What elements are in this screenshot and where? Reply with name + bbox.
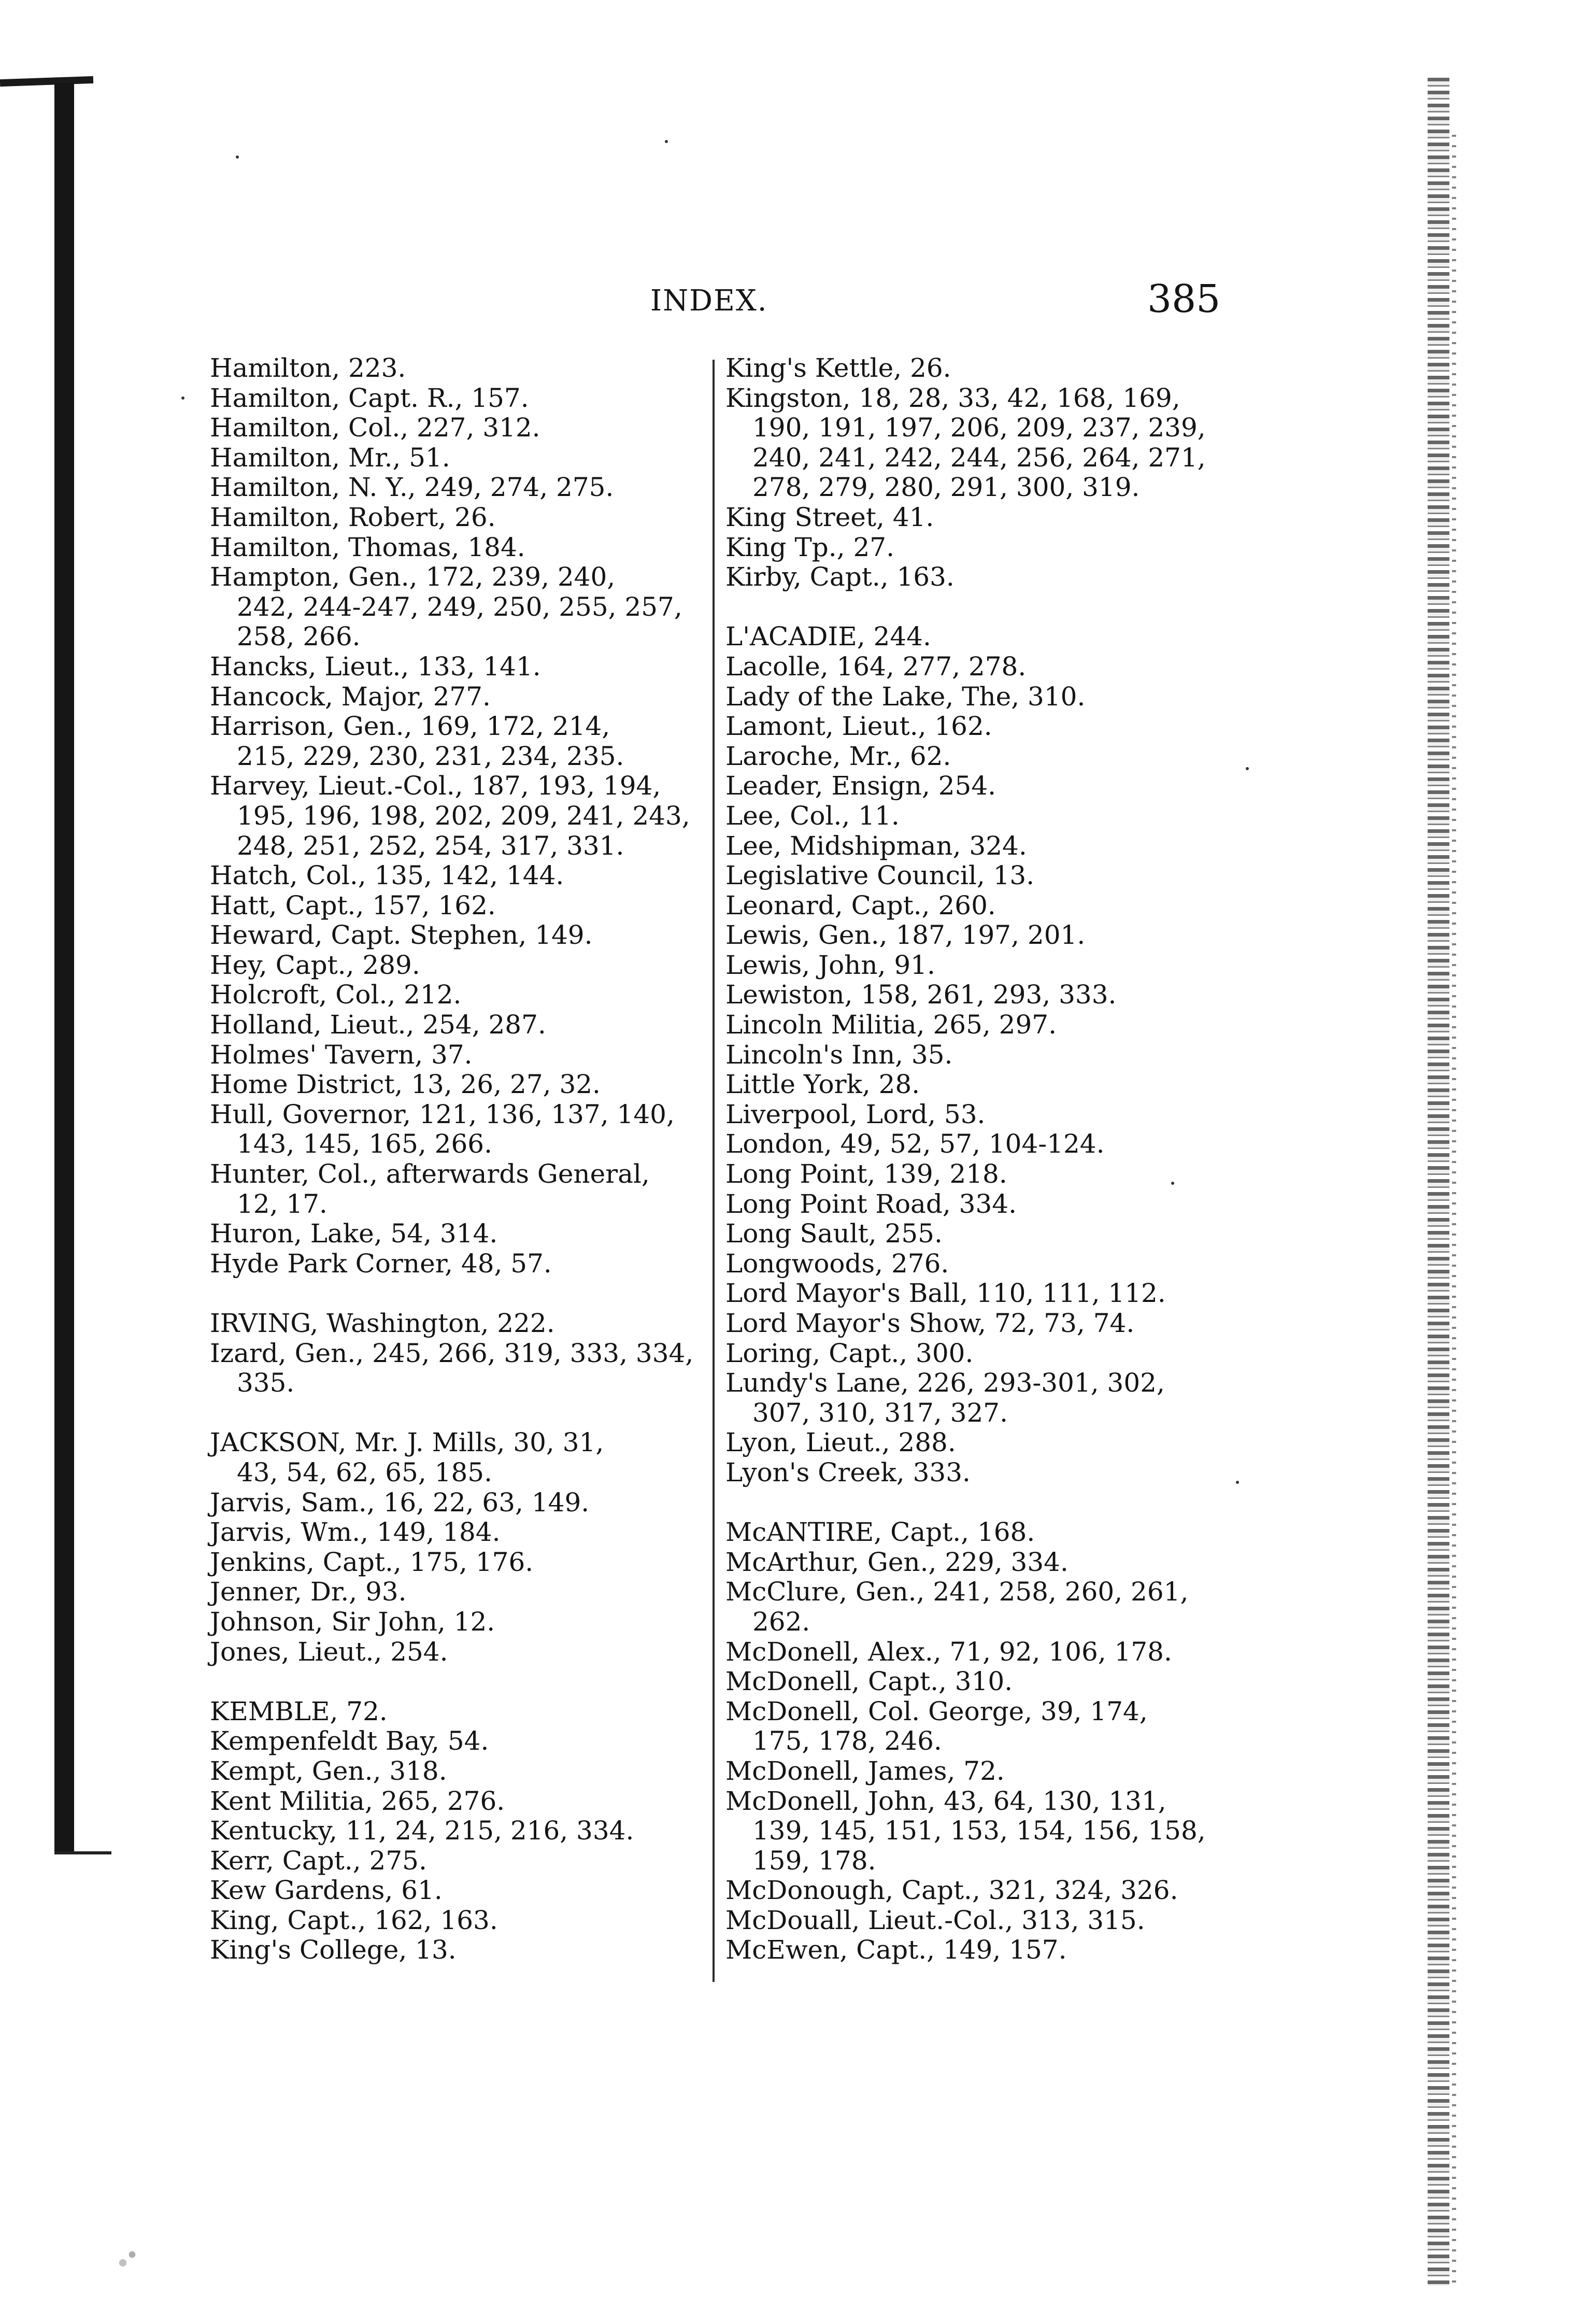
right-index-entry: Liverpool, Lord, 53.: [725, 1099, 986, 1129]
left-index-entry: 215, 229, 230, 231, 234, 235.: [237, 741, 624, 771]
right-index-entry: Loring, Capt., 300.: [725, 1338, 974, 1368]
right-index-entry: McDonell, Alex., 71, 92, 106, 178.: [725, 1636, 1172, 1667]
left-index-entry: 335.: [237, 1368, 295, 1398]
left-index-entry: Holmes' Tavern, 37.: [210, 1039, 473, 1070]
left-index-entry: 12, 17.: [237, 1188, 327, 1219]
scan-edge-mark: [54, 1851, 111, 1854]
right-index-entry: Lord Mayor's Ball, 110, 111, 112.: [725, 1278, 1166, 1309]
page-edge-texture: [1452, 135, 1456, 2286]
scan-speck: [1171, 1182, 1174, 1185]
left-index-entry: Hunter, Col., afterwards General,: [210, 1159, 650, 1189]
right-index-entry: Lee, Col., 11.: [725, 800, 900, 831]
right-index-entry: McEwen, Capt., 149, 157.: [725, 1935, 1067, 1965]
left-index-entry: 195, 196, 198, 202, 209, 241, 243,: [237, 800, 690, 831]
right-index-entry: King's Kettle, 26.: [725, 353, 951, 383]
right-index-entry: Little York, 28.: [725, 1069, 920, 1100]
right-index-entry: McDonough, Capt., 321, 324, 326.: [725, 1875, 1178, 1906]
left-index-entry: Hamilton, Robert, 26.: [210, 502, 496, 532]
right-index-entry: King Street, 41.: [725, 502, 934, 532]
left-index-spacer: [210, 1398, 738, 1428]
right-index-entry: Lincoln's Inn, 35.: [725, 1039, 953, 1070]
right-index-entry: Lyon, Lieut., 288.: [725, 1427, 956, 1458]
left-index-entry: Jenner, Dr., 93.: [210, 1577, 407, 1607]
right-index-entry: McClure, Gen., 241, 258, 260, 261,: [725, 1577, 1189, 1607]
index-column-left: [210, 353, 738, 1965]
left-index-spacer: [210, 1667, 738, 1697]
left-index-entry: 242, 244-247, 249, 250, 255, 257,: [237, 591, 682, 622]
left-index-entry: Hampton, Gen., 172, 239, 240,: [210, 562, 616, 592]
left-index-entry: Hancks, Lieut., 133, 141.: [210, 651, 541, 682]
scan-edge-mark: [0, 76, 93, 87]
right-index-entry: Lacolle, 164, 277, 278.: [725, 651, 1027, 682]
left-index-entry: Hatt, Capt., 157, 162.: [210, 890, 496, 920]
left-index-entry: 248, 251, 252, 254, 317, 331.: [237, 830, 624, 861]
binding-shadow: [54, 83, 74, 1853]
left-index-entry: Kempenfeldt Bay, 54.: [210, 1726, 489, 1756]
right-index-entry: Lincoln Militia, 265, 297.: [725, 1010, 1057, 1040]
right-index-entry: Lundy's Lane, 226, 293-301, 302,: [725, 1368, 1165, 1398]
left-index-entry: Kew Gardens, 61.: [210, 1875, 443, 1906]
left-index-entry: Jenkins, Capt., 175, 176.: [210, 1547, 534, 1577]
right-index-entry: Kingston, 18, 28, 33, 42, 168, 169,: [725, 382, 1180, 413]
left-index-entry: Home District, 13, 26, 27, 32.: [210, 1069, 601, 1100]
page-edge-texture: [1428, 78, 1449, 2286]
scan-speck: [181, 396, 184, 400]
right-index-entry: Leader, Ensign, 254.: [725, 771, 996, 801]
right-index-entry: Laroche, Mr., 62.: [725, 741, 951, 771]
left-index-entry: Harvey, Lieut.-Col., 187, 193, 194,: [210, 771, 661, 801]
left-index-entry: Holland, Lieut., 254, 287.: [210, 1010, 546, 1040]
left-index-entry: Hatch, Col., 135, 142, 144.: [210, 860, 564, 891]
left-index-entry: 43, 54, 62, 65, 185.: [237, 1457, 492, 1487]
left-index-entry: Hamilton, 223.: [210, 353, 406, 383]
right-index-entry: Lyon's Creek, 333.: [725, 1457, 971, 1487]
right-index-entry: King Tp., 27.: [725, 532, 895, 562]
left-index-entry: Jones, Lieut., 254.: [210, 1636, 448, 1667]
left-index-entry: Hamilton, Col., 227, 312.: [210, 413, 540, 443]
right-index-entry: McDonell, Capt., 310.: [725, 1666, 1013, 1697]
right-index-entry: Leonard, Capt., 260.: [725, 890, 996, 920]
left-index-entry: 143, 145, 165, 266.: [237, 1129, 492, 1159]
right-index-entry: 190, 191, 197, 206, 209, 237, 239,: [752, 413, 1206, 443]
right-index-entry: Lee, Midshipman, 324.: [725, 830, 1027, 861]
right-index-spacer: [725, 1488, 1254, 1518]
right-index-entry: 159, 178.: [752, 1845, 876, 1876]
left-index-entry: JACKSON, Mr. J. Mills, 30, 31,: [210, 1427, 604, 1458]
left-index-entry: Jarvis, Sam., 16, 22, 63, 149.: [210, 1487, 590, 1518]
right-index-entry: 139, 145, 151, 153, 154, 156, 158,: [752, 1816, 1206, 1846]
left-index-entry: Hyde Park Corner, 48, 57.: [210, 1248, 552, 1279]
left-index-entry: IRVING, Washington, 222.: [210, 1308, 555, 1338]
right-index-entry: McDonell, James, 72.: [725, 1755, 1005, 1786]
right-index-entry: Legislative Council, 13.: [725, 860, 1035, 891]
right-index-entry: 175, 178, 246.: [752, 1726, 942, 1756]
left-index-entry: Hamilton, Mr., 51.: [210, 442, 450, 473]
left-index-entry: Hull, Governor, 121, 136, 137, 140,: [210, 1099, 675, 1129]
right-index-entry: Lord Mayor's Show, 72, 73, 74.: [725, 1308, 1135, 1338]
left-index-entry: Hancock, Major, 277.: [210, 681, 491, 712]
right-index-entry: McArthur, Gen., 229, 334.: [725, 1547, 1069, 1577]
left-index-entry: Heward, Capt. Stephen, 149.: [210, 920, 593, 951]
left-index-entry: Johnson, Sir John, 12.: [210, 1606, 495, 1637]
right-index-entry: 278, 279, 280, 291, 300, 319.: [752, 472, 1140, 503]
left-index-entry: Hamilton, Capt. R., 157.: [210, 382, 529, 413]
right-index-entry: Lamont, Lieut., 162.: [725, 711, 992, 742]
right-index-entry: Lewiston, 158, 261, 293, 333.: [725, 980, 1117, 1010]
right-index-entry: Long Sault, 255.: [725, 1218, 943, 1249]
right-index-entry: McANTIRE, Capt., 168.: [725, 1517, 1035, 1548]
left-index-entry: Jarvis, Wm., 149, 184.: [210, 1517, 501, 1548]
right-index-entry: Lewis, John, 91.: [725, 950, 935, 980]
scan-speck: [236, 155, 239, 159]
left-index-entry: Kent Militia, 265, 276.: [210, 1785, 505, 1816]
left-index-entry: Kentucky, 11, 24, 215, 216, 334.: [210, 1816, 634, 1846]
left-index-entry: Hamilton, N. Y., 249, 274, 275.: [210, 472, 614, 503]
scan-speck: [1236, 1481, 1239, 1484]
scan-speck: [1246, 767, 1249, 770]
left-index-entry: Holcroft, Col., 212.: [210, 980, 462, 1010]
left-index-entry: KEMBLE, 72.: [210, 1696, 388, 1726]
right-index-entry: 262.: [752, 1606, 810, 1637]
right-index-entry: L'ACADIE, 244.: [725, 621, 931, 652]
left-index-entry: Harrison, Gen., 169, 172, 214,: [210, 711, 610, 742]
right-index-spacer: [725, 592, 1254, 622]
right-index-entry: 240, 241, 242, 244, 256, 264, 271,: [752, 442, 1206, 473]
right-index-entry: 307, 310, 317, 327.: [752, 1397, 1008, 1428]
left-index-entry: Kempt, Gen., 318.: [210, 1755, 447, 1786]
right-index-entry: McDonell, John, 43, 64, 130, 131,: [725, 1785, 1166, 1816]
left-index-entry: King's College, 13.: [210, 1935, 457, 1965]
left-index-entry: Kerr, Capt., 275.: [210, 1845, 427, 1876]
left-index-entry: Huron, Lake, 54, 314.: [210, 1218, 498, 1249]
left-index-spacer: [210, 1279, 738, 1309]
right-index-entry: McDonell, Col. George, 39, 174,: [725, 1696, 1148, 1726]
right-index-entry: Longwoods, 276.: [725, 1248, 949, 1279]
right-index-entry: Kirby, Capt., 163.: [725, 562, 955, 592]
running-head: INDEX.: [650, 284, 768, 318]
right-index-entry: Long Point Road, 334.: [725, 1188, 1017, 1219]
right-index-entry: Lady of the Lake, The, 310.: [725, 681, 1086, 712]
left-index-entry: Hey, Capt., 289.: [210, 950, 420, 980]
left-index-entry: 258, 266.: [237, 621, 361, 652]
scan-smudge: [109, 2234, 155, 2275]
left-index-entry: King, Capt., 162, 163.: [210, 1905, 498, 1935]
right-index-entry: London, 49, 52, 57, 104-124.: [725, 1129, 1105, 1159]
right-index-entry: Long Point, 139, 218.: [725, 1159, 1007, 1189]
left-index-entry: Hamilton, Thomas, 184.: [210, 532, 525, 562]
left-index-entry: Izard, Gen., 245, 266, 319, 333, 334,: [210, 1338, 694, 1368]
right-index-entry: Lewis, Gen., 187, 197, 201.: [725, 920, 1086, 951]
index-column-right: [725, 353, 1254, 1965]
right-index-entry: McDouall, Lieut.-Col., 313, 315.: [725, 1905, 1145, 1935]
scan-speck: [665, 140, 668, 143]
page-number: 385: [1147, 277, 1221, 321]
